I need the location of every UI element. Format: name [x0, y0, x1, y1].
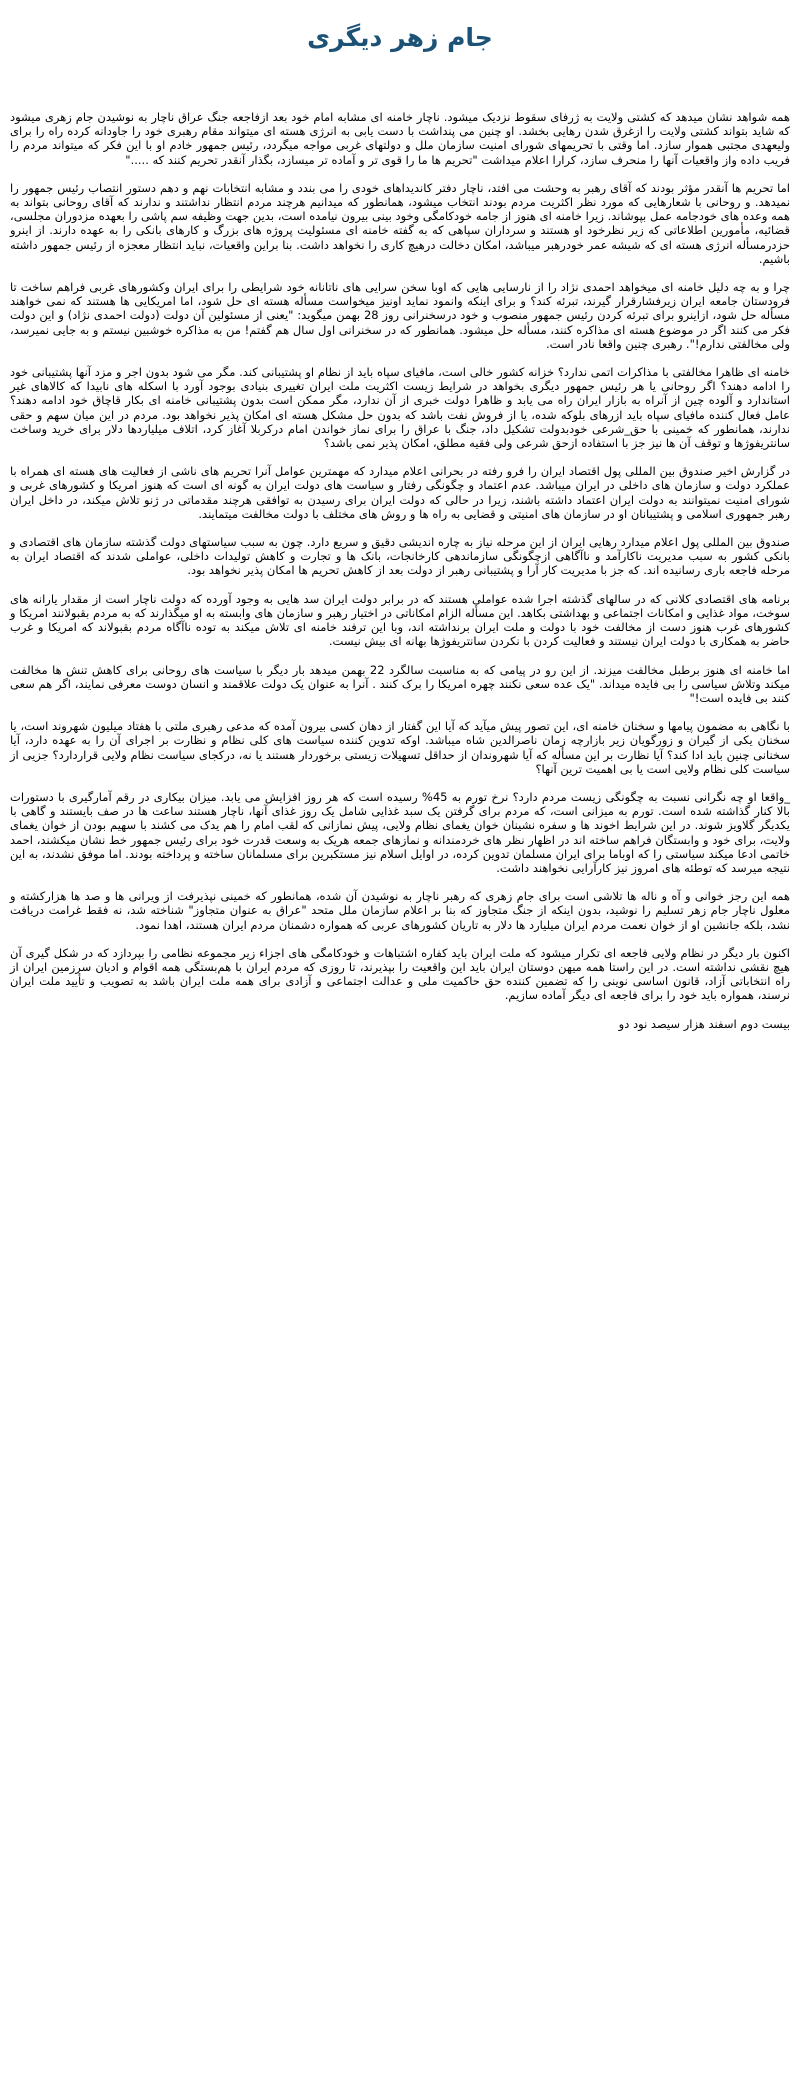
article-paragraph: در گزارش اخیر صندوق بین المللی پول اقتصاد ایران را فرو رفته در بحرانی اعلام میدارد که مهمترین عوامل آنرا تحریم های ناشی از فعالیت های هسته ای همراه با عملکرد دولت و سازمان های داخلی در ایران میباشد. عدم اعتماد و چگونگی رفتار و سیاست های دولت ایران به گونه ای است که هنوز امریکا و کشورهای غربی و شورای امنیت نمیتوانند به دولت ایران اعتماد داشته باشند، زیرا در حالی که دولت ایران برای رسیدن به توافقی هرچند مقدماتی در ژنو تلاش میکند، در داخل ایران رهبر جمهوری اسلامی و پشتیبانان او در سازمان های امنیتی و قضایی به راه ها و روش های مختلف با دولت مخالفت میتمایند. [10, 464, 790, 521]
article-paragraph: چرا و به چه دلیل خامنه ای میخواهد احمدی نژاد را از نارسایی هایی که اوبا سخن سرایی های ناتانانه خود شرایطی را برای ایران وکشورهای غربی فراهم ساخت تا فرودستان جامعه ایران زیرفشارقرار گیرند، تبرئه کند؟ و برای اینکه وانمود نماید اونیز میخواست مسأله هسته ای حل شود، اما امریکایی ها هستند که نمی خواهند مسأله حل شود، ازاینرو برای تبرئه کردن رئیس جمهور منصوب و خود درسخنرانی روز 28 بهمن میگوید: "یعنی از مسئولین آن دولت (دولت احمدی نژاد) و این دولت فکر می کنند اگر در موضوع هسته ای مذاکره کنند، مسأله حل میشود. همانطور که در سخنرانی اول سال هم گفتم! من به مذاکره خوشبین نیستم و به جایی نمیرسد، ولی مخالفتی ندارم!". رهبری چنین واقعا نادر است. [10, 280, 790, 351]
article-paragraph: با نگاهی به مضمون پیامها و سخنان خامنه ای، این تصور پیش میآید که آیا این گفتار از دهان کسی بیرون آمده که مدعی رهبری ملتی با هفتاد میلیون شهروند است، یا سخنان یکی از گیران و زورگویان زیر بازارچه زمان ناصرالدین شاه میباشد. اوکه تدوین کننده سیاست های کلی نظام و نظارت بر اجرای آن را به عهده دارد، آیا سخنانی چنین باید ادا کند؟ آیا نظارت بر این مسأله که آیا شهروندان از حداقل تسهیلات زیستی برخوردار هستند یا نه، درکجای سیاست نظام ولایی قراردارد؟ جزیی از سیاست کلی نظام ولایی است یا بی اهمیت ترین آنها؟ [10, 719, 790, 776]
article-paragraph: اکنون بار دیگر در نظام ولایی فاجعه ای تکرار میشود که ملت ایران باید کفاره اشتباهات و خودکامگی های اجزاء زیر مجموعه نظامی را بپردازد که در شکل گیری آن هیچ نقشی نداشته است. در این راستا همه میهن دوستان ایران باید این واقعیت را بپذیرند، تا روزی که مردم ایران با هم‌بستگی همه اقوام و ادیان سرزمین ایران از راه انتخاباتی آزاد، قانون اساسی نوینی را که تضمین کننده حق حاکمیت ملی و عدالت اجتماعی و آزادی برای همه ملت ایران باشد به تصویب و تأیید ملت ایران نرسند، همواره باید خود را برای فاجعه ای دیگر آماده سازیم. [10, 945, 790, 1003]
date-line: بیست دوم اسفند هزار سیصد نود دو [618, 1016, 790, 1031]
article-paragraph: _واقعا او چه نگرانی نسبت به چگونگی زیست مردم دارد؟ نرخ تورم به 45% رسیده است که هر روز افزایش می یابد. میزان بیکاری در رقم آمارگیری با دستورات بالا کنار گذاشته شده است. تورم به میزانی است، که مردم برای گرفتن یک سبد غذایی شامل یک روز غذای آنها، ناچار هستند ساعت ها در صف بایستند و گاهی با یکدیگر گلاویز شوند. در این شرایط اخوند ها و سفره نشینان خوان یغمای نظام ولایی، پیش نمازانی که لقب امام را هم یدک می کشند با سهیم بودن از خوان یغمای ولایت، برای خود و وابستگان فراهم ساخته اند در اظهار نظر های خردمندانه و نمازهای جمعه هریک به وسعت قدرت خود برای رئیس جمهور خط نشان میکشند، احمد خاتمی ادعا میکند سیاستی را که اوباما برای ایران مسلمان تدوین کرده، در اوایل اسلام نیز مستکبرین برای مسلمانان ساخته و پرداخته بودند. اما موفق نشدند، به این نتیجه میرسد که توطئه های امروز نیز کارآرایی نخواهند داشت. [10, 789, 790, 875]
article-paragraph: صندوق بین المللی پول اعلام میدارد رهایی ایران از این مرحله نیاز به چاره اندیشی دقیق و سریع دارد. چون به سبب سیاستهای دولت گذشته سازمان های اقتصادی و بانکی کشور به سبب مدیریت ناکارآمد و ناآگاهی ازچگونگی سازماندهی کارخانجات، بانک ها و تجارت و کاهش تولیدات داخلی، عواملی شدند که اقتصاد ایران به مرحله فاجعه باری رسانیده اند. که جز با مدیریت کار آرا و پشتیبانی رهبر از دولت بعد از کاهش تحریم ها امکان پذیر نخواهد بود. [10, 535, 790, 578]
article-body [10, 110, 790, 1031]
article-paragraph: خامنه ای ظاهرا مخالفتی با مذاکرات اتمی ندارد؟ خزانه کشور خالی است، مافیای سپاه باید از نظام او پشتیبانی کند. مگر می شود بدون اجر و مزد آنها پشتیبانی خود را ادامه دهند؟ اگر روحانی یا هر رئیس جمهور دیگری بخواهد در شرایط زیست اکثریت ملت ایران تغییری بنیادی بوجود آورد با اسکله های نابیدا که کالاهای غیر استاندارد و آلوده چین از آنراه به بازار ایران راه می یابد و ظاهرا دولت خبری از آن ندارد، مگر ممکن است بدون پشتیبانی خامنه ای بکار قاچاق خود ادامه دهند؟ عامل فعال کننده مافیای سپاه باید ازرهای بلوکه شده، یا از فروش نفت باشد که بدون حل مشکل هسته ای امکان پذیر نخواهد بود. مردم در این میان سهم و حقی ندارند، همانطور که خمینی با حق_شرعی خودبدولت تشکیل داد، جنگ با عراق را برای نماز خواندن امام درکربلا آغاز کرد، اتلاف میلیاردها دلار برای خرید وساخت سانتریفوژها و توقف آن ها نیز جز با استفاده ازحق شرعی ولی فقیه مطلق، امکان پذیر نمی باشد؟ [10, 365, 790, 451]
article-paragraph: اما خامنه ای هنوز برطبل مخالفت میزند. از این رو در پیامی که به مناسبت سالگرد 22 بهمن میدهد بار دیگر با سیاست های روحانی برای کاهش تنش ها مخالفت میکند وتلاش سیاسی را بی فایده میداند. "یک عده سعی نکنند چهره امریکا را برک کنند . آنرا به عنوان یک دولت علاقمند و انسان دوست معرفی نمایند، اگر هم سعی کنند بی فایده است!" [10, 662, 790, 705]
article-paragraph: همه شواهد نشان میدهد که کشتی ولایت به ژرفای سقوط نزدیک میشود. ناچار خامنه ای مشابه امام خود بعد ازفاجعه جنگ عراق ناچار به نوشیدن جام زهری میشود که شاید بتواند کشتی ولایت را ازغرق شدن رهایی بخشد. او چنین می پنداشت با دست یابی به انرژی هسته ای میتواند مقام رهبری خود را جاودانه کرده راه را برای ولیعهدی مجتبی هموار سازد. اما وقتی با تحریمهای شورای امنیت سازمان ملل و دولتهای غربی مواجه میگردد، رئیس جمهور خادم او با این فکر که میتواند مردم را فریب داده واز واقعیات آنها را منحرف سازد، کرارا اعلام میداشت "تحریم ها ما را قوی تر و آماده تر میسازد، بگذار آنقدر تحریم کنند که ....." [10, 110, 790, 167]
article-paragraph: همه این رجز خوانی و آه و ناله ها تلاشی است برای جام زهری که رهبر ناچار به نوشیدن آن شده، همانطور که خمینی نپذیرفت از ویرانی ها و صد ها هزارکشته و معلول ناچار جام زهر تسلیم را نوشید، بدون اینکه از جنگ متجاوز که بنا بر اعلام سازمان ملل متحد "عراق به عنوان متجاوز" شناخته شد، نه فقط غرامت دریافت نشد، بلکه جانشین او از خوان نعمت مردم ایران میلیارد ها دلار به تاریان کشورهای عربی که همواره دشمنان مردم ایران هستند، اهدا نمود. [10, 889, 790, 932]
page-title: جام زهر دیگری [307, 23, 493, 52]
article-page [10, 0, 790, 1045]
article-paragraph: اما تحریم ها آنقدر مؤثر بودند که آقای رهبر به وحشت می افتد، ناچار دفتر کاندیداهای خودی را می بندد و مشابه انتخابات نهم و دهم دستور انتصاب رئیس جمهور را نمیدهد. و روحانی با شعارهایی که مورد نظر اکثریت مردم بودند انتخاب میشود، همانطور که میدانیم هرچند مردم انتظار نداشتند و ندارند که آقای روحانی بتواند به همه وعده های خودجامه عمل بپوشاند. زیرا خامنه ای هنوز از جامه خودکامگی وخود بینی بیرون نیامده است، بدین جهت وظیفه سم پاشی را بعهده مزدوران مجلسی، قضائیه، مأمورین اطلاعاتی که زیر نظرخود او هستند و سرداران سپاهی که به گفته خامنه ای مسئولیت پروژه های بزرگ و کارهای بانکی را به عهده دارند. از اینرو حزدرمسأله انرژی هسته ای که شیشه عمر خودرهبر میباشد، امکان دخالت درهیچ کاری را نخواهد داشت. بنا براین واقعیات، نباید انتظار معجزه از رئیس جمهور داشته باشیم. [10, 180, 790, 266]
article-paragraph: برنامه های اقتصادی کلانی که در سالهای گذشته اجرا شده عواملی هستند که در برابر دولت ایران سد هایی به وجود آورده که دولت ناچار است از مقدار یارانه های سوخت، مواد غذایی و امکانات اجتماعی و بهداشتی بکاهد. این مسأله الزام امکاناتی در اختیار رهبر و سازمان های وابسته به او میگذارند که به مردم بقبولانند امریکا و کشورهای غرب هنوز دست از مخالفت خود با دولت و ملت ایران برنداشته اند، وبا این ترفند خامنه ای تلاش میکند به توده ناآگاه مردم بقبولاند که امریکا و غرب حاضر به همکاری با دولت ایران نیستند و فعالیت کردن با نکردن سانتریفوژها بهانه ای بیش نیست. [10, 591, 790, 649]
